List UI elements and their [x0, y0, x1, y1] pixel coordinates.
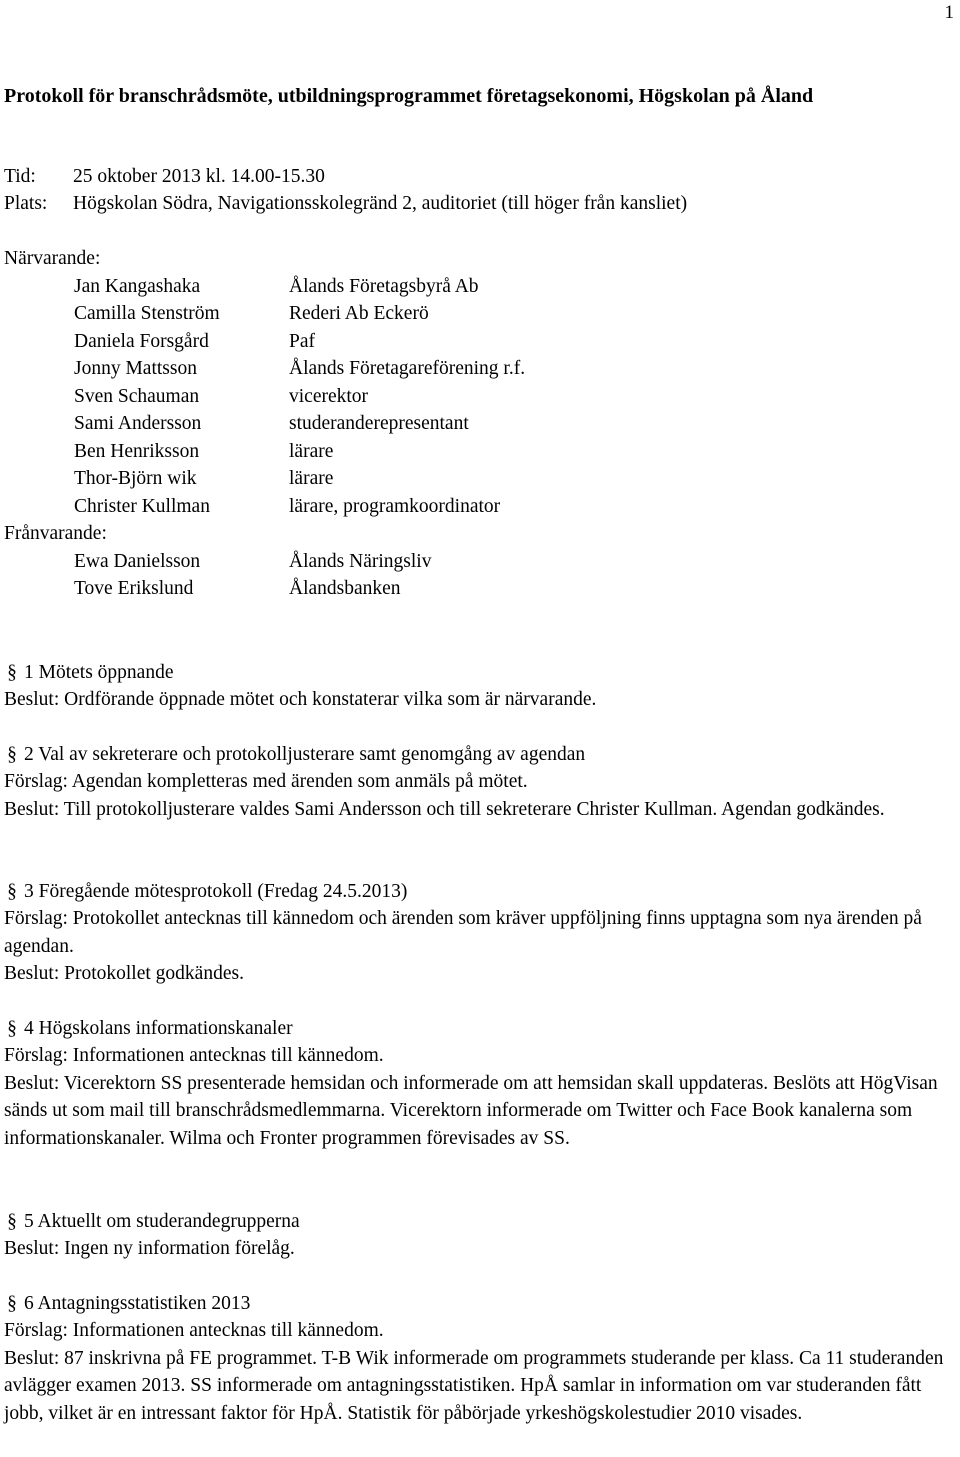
section-paragraph: Beslut: Protokollet godkändes.: [4, 963, 244, 984]
attendee-row: [0, 300, 960, 327]
section-heading: [4, 1015, 954, 1042]
section-paragraph: Förslag: Agendan kompletteras med ärenden som anmäls på mötet.: [4, 771, 528, 792]
absentee-name: Ewa Danielsson: [74, 551, 201, 572]
present-label: Närvarande:: [4, 248, 101, 269]
attendee-name: Jan Kangashaka: [74, 276, 201, 297]
attendee-row: [0, 273, 960, 300]
section-sign-icon: §: [7, 881, 17, 902]
place-label: Plats:: [4, 193, 48, 214]
attendee-name: Christer Kullman: [74, 496, 210, 517]
meta-place: [4, 190, 687, 217]
agenda-section: [4, 1290, 954, 1427]
place-value: Högskolan Södra, Navigationsskolegränd 2, auditoriet (till höger från kansliet): [73, 193, 688, 214]
agenda-section: [4, 878, 954, 988]
agenda-section: [4, 741, 954, 823]
section-sign-icon: §: [7, 662, 17, 683]
section-paragraph: Beslut: Ingen ny information förelåg.: [4, 1238, 295, 1259]
attendee-org: Rederi Ab Eckerö: [289, 303, 429, 324]
section-paragraph: Beslut: Till protokolljusterare valdes Sami Andersson och till sekreterare Christer Kullman. Agendan godkändes.: [4, 798, 885, 820]
section-sign-icon: §: [7, 1293, 17, 1314]
section-heading: [4, 741, 954, 768]
agenda-section: [4, 1208, 954, 1263]
absentee-name: Tove Erikslund: [74, 578, 194, 599]
attendee-org: vicerektor: [289, 386, 369, 407]
attendee-row: [0, 383, 960, 410]
section-title: 5 Aktuellt om studerandegrupperna: [24, 1211, 300, 1232]
document-title: Protokoll för branschrådsmöte, utbildningsprogrammet företagsekonomi, Högskolan på Åland: [4, 85, 814, 107]
section-paragraph: Beslut: Vicerektorn SS presenterade hemsidan och informerade om att hemsidan skall uppdateras. Beslöts att HögVisan sänds ut som mail till branschrådsmedlemmarna. Vicerektorn informerade om Twitter och Face Book kanalerna som informationskanaler. Wilma och Fronter programmen förevisades av SS.: [4, 1072, 938, 1149]
attendee-name: Sami Andersson: [74, 413, 202, 434]
attendee-org: lärare: [289, 468, 334, 489]
attendee-row: [0, 328, 960, 355]
absentee-row: [0, 575, 960, 602]
attendee-row: [0, 410, 960, 437]
section-heading: [4, 659, 954, 686]
attendee-org: Ålands Företagsbyrå Ab: [289, 276, 479, 297]
time-label: Tid:: [4, 166, 36, 187]
section-title: 4 Högskolans informationskanaler: [24, 1018, 293, 1039]
attendee-name: Sven Schauman: [74, 386, 200, 407]
attendee-org: lärare, programkoordinator: [289, 496, 501, 517]
attendee-row: [0, 355, 960, 382]
agenda-section: [4, 1015, 954, 1152]
absentee-org: Ålandsbanken: [289, 578, 401, 599]
section-paragraph: Förslag: Protokollet antecknas till kännedom och ärenden som kräver uppföljning finns upptagna som nya ärenden på agendan.: [4, 908, 922, 957]
section-paragraph: Förslag: Informationen antecknas till kännedom.: [4, 1045, 384, 1066]
meta-time: [4, 163, 325, 190]
section-heading: [4, 1290, 954, 1317]
section-sign-icon: §: [7, 1018, 17, 1039]
section-title: 2 Val av sekreterare och protokolljusterare samt genomgång av agendan: [24, 744, 586, 765]
section-title: 1 Mötets öppnande: [24, 662, 174, 683]
absentee-org: Ålands Näringsliv: [289, 551, 432, 572]
time-value: 25 oktober 2013 kl. 14.00-15.30: [73, 166, 325, 187]
attendee-name: Camilla Stenström: [74, 303, 220, 324]
section-title: 3 Föregående mötesprotokoll (Fredag 24.5.2013): [24, 881, 408, 902]
attendee-org: Ålands Företagareförening r.f.: [289, 358, 526, 379]
attendee-org: studeranderepresentant: [289, 413, 469, 434]
attendee-name: Daniela Forsgård: [74, 331, 209, 352]
attendee-name: Ben Henriksson: [74, 441, 200, 462]
attendee-row: [0, 438, 960, 465]
attendee-row: [0, 493, 960, 520]
section-paragraph: Förslag: Informationen antecknas till kännedom.: [4, 1320, 384, 1341]
absentee-row: [0, 548, 960, 575]
section-title: 6 Antagningsstatistiken 2013: [24, 1293, 251, 1314]
section-heading: [4, 1208, 954, 1235]
absent-label: Frånvarande:: [4, 523, 107, 544]
attendee-org: Paf: [289, 331, 315, 352]
attendee-name: Jonny Mattsson: [74, 358, 197, 379]
attendee-name: Thor-Björn wik: [74, 468, 197, 489]
page-number: 1: [944, 2, 954, 23]
agenda-section: [4, 659, 954, 714]
section-sign-icon: §: [7, 1211, 17, 1232]
section-paragraph: Beslut: Ordförande öppnade mötet och konstaterar vilka som är närvarande.: [4, 689, 597, 710]
attendee-row: [0, 465, 960, 492]
section-paragraph: Beslut: 87 inskrivna på FE programmet. T-B Wik informerade om programmets studerande per klass. Ca 11 studeranden avlägger examen 2013. SS informerade om antagningsstatistiken. HpÅ samlar in information om var studeranden fått jobb, vilket är en intressant faktor för HpÅ. Statistik för påbörjade yrkeshögskolestudier 2010 visades.: [4, 1347, 944, 1424]
section-sign-icon: §: [7, 744, 17, 765]
section-heading: [4, 878, 954, 905]
attendee-org: lärare: [289, 441, 334, 462]
